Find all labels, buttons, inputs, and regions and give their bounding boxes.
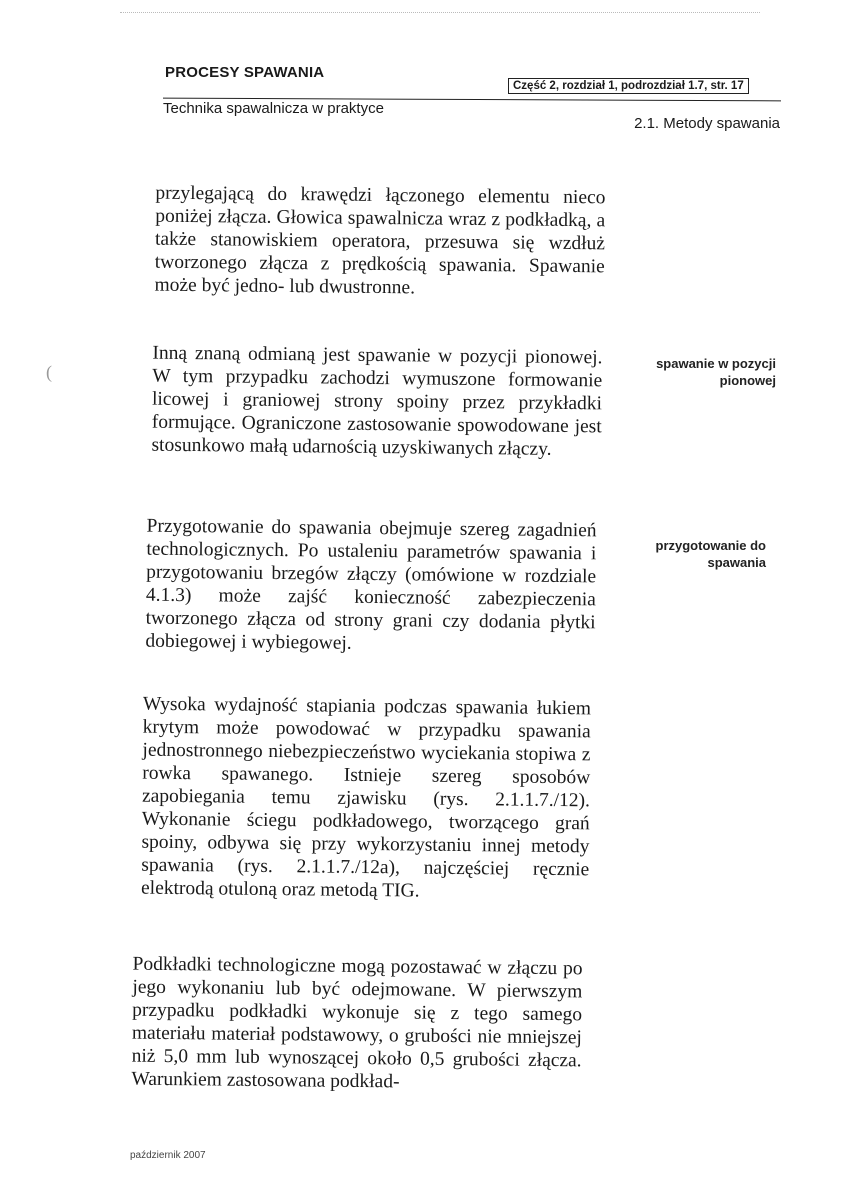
margin-note-label: przygotowanie do spawania (655, 538, 766, 570)
paragraph-5: Podkładki technologiczne mogą pozostawać w złączu po jego wykonaniu lub być odejmowane. W pierwszym przypadku podkładki wykonuje się z tego samego materiału materiał podstawowy, o grubości nie mniejszej niż 5,0 mm lub wynoszącej około 0,5 grubości złącza. Warunkiem zastosowana podkład- (131, 953, 583, 1093)
footer-date: październik 2007 (130, 1150, 206, 1161)
chapter-reference-box: Część 2, rozdział 1, podrozdział 1.7, str. 17 (508, 78, 749, 94)
margin-note-preparation (626, 537, 766, 571)
paragraph-1: przylegającą do krawędzi łączonego elementu nieco poniżej złącza. Głowica spawalnicza wraz z podkładką, a także stanowiskiem operatora, przesuwa się wzdłuż tworzonego złącza z prędkością spawania. Spawanie może być jedno- lub dwustronne. (154, 182, 606, 299)
paragraph-2: Inną znaną odmianą jest spawanie w pozycji pionowej. W tym przypadku zachodzi wymuszone formowanie licowej i graniowej strony spoiny przez przykładki formujące. Ograniczone zastosowanie spowodowane jest stosunkowo małą udarnością uzyskiwanych złączy. (151, 342, 603, 460)
paragraph-4: Wysoka wydajność stapiania podczas spawania łukiem krytym może powodować w przypadku spawania jednostronnego niebezpieczeństwo wyciekania stopiwa z rowka spawanego. Istnieje szereg sposobów zapobiegania temu zjawisku (rys. 2.1.1.7./12). Wykonanie ściegu podkładowego, tworzącego grań spoiny, odbywa się przy wykorzystaniu innej metody spawania (rys. 2.1.1.7./12a), najczęściej ręcznie elektrodą otuloną oraz metodą TIG. (140, 693, 592, 902)
margin-note-label: spawanie w pozycji pionowej (656, 356, 776, 388)
paragraph-3: Przygotowanie do spawania obejmuje szereg zagadnień technologicznych. Po ustaleniu parametrów spawania i przygotowaniu brzegów złączy (omówione w rozdziale 4.1.3) może zajść konieczność zabezpieczenia tworzonego złącza od strony grani czy dodania płytki dobiegowej i wybiegowej. (145, 515, 597, 654)
scan-edge-line (120, 12, 760, 13)
section-title: 2.1. Metody spawania (634, 115, 780, 132)
scan-mark: ( (46, 362, 52, 382)
margin-note-vertical-welding (626, 355, 776, 389)
document-subtitle: Technika spawalnicza w praktyce (163, 100, 384, 117)
document-title: PROCESY SPAWANIA (165, 64, 325, 81)
